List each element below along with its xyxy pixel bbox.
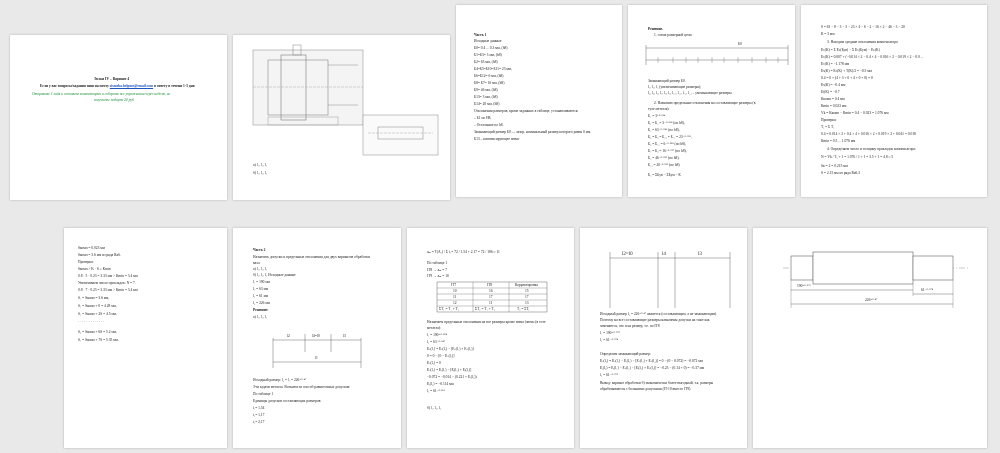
data-line: · · · · · · · · · · · · · (78, 320, 105, 324)
data-line: Б₆ = Б₁₂ = 6⁻⁰·⁰¹⁸ (по h8), (648, 142, 687, 146)
data-line: Б4=Б5=Б10=Б11= 23 мм, (474, 67, 512, 71)
caption-b: б) l₁, l₂, l₃ (253, 171, 268, 175)
part-heading: Часть 1 (474, 33, 487, 37)
data-line: – Б1 по H8, (474, 116, 492, 120)
data-line: Единицы допусков составляющих размеров: (253, 399, 322, 403)
dim-l2-l0: l2=l0 (622, 252, 633, 257)
table-footer-cell: ΣT₂ = T₁ + T₂ (475, 307, 495, 311)
page-6[interactable] (64, 228, 227, 448)
data-line: 0.8 · 5 · 0.23 = 3.33 мм > Кmin = 3.4 мм (78, 274, 138, 278)
data-line: Sкомп > K · S ≥ Кmin (78, 267, 111, 271)
data-line: Кmin = 0.023 мм (821, 104, 847, 108)
data-line: Б₃ = 63⁻⁰·⁰⁴⁶ (по h8), (648, 128, 680, 132)
table-cell: 11 (453, 295, 457, 299)
data-line: Отклонения размеров, кроме заданных в таблице, устанавливаются: (474, 109, 579, 113)
data-line: l₃ = 61⁻⁰·¹¹⁴ (427, 389, 445, 393)
data-line: а) l₁, l₂, l₃ (253, 267, 268, 271)
dim-l3: l3 (343, 334, 346, 338)
data-line: Еs(K) = −0.4 мм (821, 83, 846, 87)
page-10[interactable] (753, 228, 987, 448)
data-line: б) l₁, l₂, l₃ (427, 406, 442, 410)
data-line: Vk = Ккомп − Кmin = 0.4 − 0.023 = 1.076 мм (821, 111, 889, 115)
send-label: Если у вас вопросы/задания пиш на почту (40, 84, 109, 88)
page-1[interactable] (10, 35, 227, 200)
table-cell: 10 (453, 289, 457, 293)
data-line: Sк = 2 = 0.215 мм (821, 164, 848, 168)
data-line: l₄ = 226 мм (253, 301, 270, 305)
data-line: Б9= 46 мм, (h8) (474, 88, 498, 92)
table-cell: 17 (525, 295, 529, 299)
data-line: туле метатла): (648, 107, 670, 111)
shaft-drawing (753, 228, 987, 448)
data-line: i₁= 1,54 (253, 406, 265, 410)
page-5[interactable] (801, 5, 987, 197)
dim-l3: l3 (698, 252, 702, 257)
data-line: l₁ = 190 мм (253, 280, 270, 284)
data-line: Б14= 20 мм, (h8) (474, 102, 500, 106)
data-line: Б₁₄ = 20⁻⁰·⁰³³ (по h8) (648, 163, 680, 167)
data-line: Ei(K) = −0.7 (821, 90, 840, 94)
data-line: Б₉ = 46⁻⁰·⁰³⁹ (по h8), (648, 156, 680, 160)
data-line: 3. Находим средние отклонения компенсатора (827, 40, 898, 44)
dim-226: 226⁺⁰·⁴⁷ (865, 298, 878, 302)
table-header-cell: Корректировка (515, 283, 538, 287)
data-line: −0.072 = −0.014 − (0.221 + Eᵢ(l₃)) (427, 375, 477, 379)
data-line: S₂ = Sкомп + 0 = 4.28 мм, (78, 304, 117, 308)
data-line: S₆ = Sкомп + 6S = 5.2 мм, (78, 330, 117, 334)
data-line: l₁, l₂, l₃ (увеличивающие размеры); (648, 85, 702, 89)
data-line: Eₛ(l₃) = Eᵢ(l₁) − [Eᵢ(l₂) + Eᵢ(l₃)] (427, 368, 472, 372)
data-line: Sкомп = 0.023 мм (78, 246, 105, 250)
page-7[interactable] (233, 228, 401, 448)
data-line: i₃= 2,17 (253, 420, 265, 424)
table-title: По таблице 1 (427, 261, 448, 265)
data-line: l₄, l₅, l₆, l₇, l₈, l₉, l₁₀, l₁₁, l₁₂, l₁₃ – уменьшающие размеры. (648, 91, 733, 95)
table-cell: 16 (489, 289, 493, 293)
data-line: Б0= 0.4 ... 0.3 мм, (h8) (474, 46, 508, 50)
data-line: Б13 – компенсирующее звено (474, 137, 520, 141)
data-line: Eс(K) = 0.007 + (−0.014 × 2 − 0.4 × 4 − 0.016 × 2 − 0.019 × 2 − 0.0 ... (821, 55, 924, 59)
data-line: Б6=Б12= 6 мм, (h8) (474, 74, 504, 78)
data-line: l₁ = 190⁺⁰·⁰⁷² (600, 331, 620, 335)
data-line: Проверка: (821, 118, 837, 122)
data-line: i₂= 1,17 (253, 413, 265, 417)
data-line: Ккомп = 0.4 мм (821, 97, 845, 101)
data-line: Б₄ = Б₅ = Б₁₀ = Б₁₁ = 23⁻⁰·⁰³³, (648, 135, 692, 139)
data-line: Замыкающий размер Б0. (648, 79, 686, 83)
data-line: S₃ = Sкомп + 2S = 4.5 мм, (78, 312, 117, 316)
dim-l2: l2 (287, 334, 290, 338)
data-line: Еs(K) = Eс(K) + T(K)/2 = −0.5 мм (821, 69, 872, 73)
send-text (40, 84, 195, 89)
part-subheading: Исходные данные (474, 39, 502, 43)
data-line: 2. Назначаю предельные отклонения на составляющие размеры (в (654, 101, 756, 105)
data-line: Tₐ = Σ Tᵢ (821, 125, 834, 129)
page-8[interactable] (407, 228, 574, 448)
data-line: 4. Определяем число и толщину прокладок компенсатора: (827, 147, 916, 151)
data-line: – Остальные по h8. (474, 123, 504, 127)
data-line: заменяется, что и на размер, т.е. по IT8 (600, 324, 660, 328)
data-line: S₁ = Sкомп = 3.6 мм, (78, 296, 110, 300)
data-line: Исходный размер l₄ = 226⁺⁰·⁴⁷ является (составляющим, а не замыкающим). (600, 312, 717, 316)
data-line: Эти задачи метатла. Возьмем из способ равноточных допусков: (253, 385, 351, 389)
data-line: Eс(K) = Σ Eс(Був) − Σ Eс(Бум) − Eс(K) (821, 48, 880, 52)
table-cell: 17 (489, 295, 493, 299)
table-cell: 13 (525, 301, 529, 305)
data-line: Б13= 3 мм, (h8) (474, 95, 498, 99)
data-line: Б₁ = 3⁺⁰·⁰¹⁴ (648, 114, 666, 118)
email-link[interactable]: sismeha.helpme@email.com (109, 84, 154, 88)
formula: aₘ = T(A₀) / Σ iᵢ = 72 / 1.54 + 2.17 = 72 / 186 ≈ 11 (427, 250, 500, 254)
data-line: Назначаем предельные отклонения на все размеры кроме звена (звено (в тоте (427, 320, 546, 324)
table-cell: 15 (525, 289, 529, 293)
data-line: Вывод: вариант обработки б) экономически более выгодный, т.к. размеры (600, 381, 714, 385)
data-line: метатла): (427, 326, 442, 330)
dim-l1: l1 (315, 356, 318, 360)
data-line: Eₛ(l₃) = 0 (427, 361, 441, 365)
data-line: По таблице 1 (253, 392, 274, 396)
data-line: К = 3 мм (821, 32, 835, 36)
dim-61: 61⁻⁰·⁰⁷⁴ (921, 288, 934, 292)
data-line: l₂ = 63 мм (253, 287, 269, 291)
dim-l4: l4=l0 (312, 334, 320, 338)
send-tail: в ответу в течени 1-3 дня (153, 84, 195, 88)
data-line: вала (253, 261, 260, 265)
data-line: Проверка: (78, 260, 94, 264)
table-cell: 12 (453, 301, 457, 305)
data-line: обрабатываются с большими допусками (IT-10 вместо IT9). (600, 387, 692, 391)
page-9[interactable] (580, 228, 747, 448)
dim-190: 190⁺⁰·⁰⁷² (797, 284, 811, 288)
data-line: Замыкающий размер Б0 — зазор, номинальный размер которого равен 0 мм. (474, 130, 592, 134)
page-3[interactable] (456, 5, 622, 197)
note-line-1: Отправьте 1 лайк и оставьте комментарии и соберите все упражнения через неделю, не (32, 92, 171, 96)
data-line: l₀ = 61⁻⁰·⁰⁷² (600, 373, 618, 377)
data-line: Б₂ = Б₃ = 3⁻⁰·⁰¹⁴ (по h8), (648, 121, 685, 125)
data-line: Кmin = 0.5 ... 1.076 мм (821, 139, 856, 143)
data-line: l₂ = 63⁻⁰·⁰⁴⁷ (427, 340, 446, 344)
data-line: б) l₁, l₂, l₃ Исходные данные (253, 273, 296, 277)
data-line: Eₛ(l₁) = Eₛ(l₂) − [Eₛ(l₁) + Eₛ(l₃)] (427, 347, 474, 351)
data-line: Eₛ(l₀) = Eₛ(l₁) − Eᵢ(l₂) − [Eₛ(l₃) + Eₛ(l₄)] = 0 − (0 − 0.072) = −0.072 мм (600, 359, 703, 363)
data-line: Б₀ = ΣБув − ΣБум − К (648, 173, 681, 177)
caption-a: а) l₁, l₂, l₃ (253, 163, 268, 167)
data-line: Б1=Б3= 3 мм, (h8) (474, 53, 502, 57)
data-line: 0.4 = 0.014 × 2 + 0.4 × 4 + 0.016 × 2 + 0.019 × 2 + 0.041 = 0.018 (821, 132, 916, 136)
data-line: Sкомп = 3.6 мм из ряда Ra6. (78, 253, 121, 257)
data-line: Решение: (253, 308, 269, 312)
data-line: IT9 → aₘ = 10 (427, 274, 449, 278)
table-cell: 11 (489, 301, 493, 305)
data-line: 0.4 = 0 + (4 + 3 + 0 + 4 + 0 + 0) = 0 (821, 76, 873, 80)
solution-heading: Решение. (648, 27, 664, 31)
tolerance-table-grid (407, 228, 574, 448)
table-footer-cell: T₀ = ΣTᵢ (517, 307, 530, 311)
data-line: а) l₁, l₂, l₃ (253, 315, 268, 319)
table-header-cell: IT8 (487, 283, 493, 287)
data-line: l₃ = 61⁻⁰·⁰⁷⁴ (600, 338, 619, 342)
data-line: Б₇ = Б₈ = 16⁻⁰·⁰²⁷ (по h8), (648, 149, 687, 153)
data-line: Поэтому на все составляющие размеры назначены допуски на тоже как (600, 318, 710, 322)
data-line: Б8= Б7= 16 мм, (h8) (474, 81, 505, 85)
data-line: Назначить допуски и предельные отклонения для двух вариантов обработки (253, 255, 370, 259)
dim-l4: l4 (662, 252, 666, 257)
data-line: l₃ = 61 мм (253, 294, 269, 298)
data-line: 0 = 0 − [0 − Eₛ(l₃)] (427, 354, 455, 358)
data-line: l₁ = 190⁺⁰·⁰⁰⁴ (427, 333, 448, 337)
page-2[interactable] (233, 35, 450, 200)
data-line: Eᵢ(l₃) = −0.114 мм (427, 382, 454, 386)
data-line: Исходный размер: l₄ = l₁ = 226⁺⁰·⁴⁷ (253, 378, 307, 382)
data-line: Eᵢ(l₀) = Eᵢ(l₁) − Eₛ(l₂) − [Eᵢ(l₃) + Eₛ(l₄)] = −0.23 − (0.14 + 0) = −0.37 мм (600, 366, 705, 370)
chain-top-label: Б0 (738, 42, 742, 46)
page-title: Экзам IV – Вариант 4 (94, 77, 130, 81)
table-header-cell: IT7 (451, 283, 457, 287)
data-line: IT8 → aₘ = 7 (427, 268, 448, 272)
data-line: 0.8 · 7 · 0.23 = 3.33 мм > Кmin = 3.4 мм (78, 288, 138, 292)
part-2-heading: Часть 2 (253, 248, 266, 252)
data-line: Определим замыкающий размер: (600, 352, 651, 356)
table-footer-cell: ΣT₁ = T₁ + T₂ (439, 307, 459, 311)
data-line: 0 = 63 − 8 − 3 − 3 − 23 × 4 − 6 − 2 − 16 × 2 − 46 − 3 − 20 (821, 25, 905, 29)
page-4[interactable] (628, 5, 795, 197)
data-line: S = 2.15 мм из ряда Ra6.3 (821, 171, 860, 175)
data-line: S₇ = Sкомп + 7S = 5.35 мм. (78, 338, 119, 342)
data-line: Б2= 63 мм, (h8) (474, 60, 498, 64)
data-line: Eс(K) = −1.178 мм (821, 62, 850, 66)
note-line-2: получаете подарок 20 руб (94, 98, 134, 102)
data-line: N = Vk / Tₐ + 1 = 1.076 / 1 + 1 = 3.5 + 1 = 4.8 ≈ 5 (821, 155, 894, 159)
step-1: 1. схема размерной цепи (654, 33, 692, 37)
data-line: Увеличиваем число прокладок: N = 7. (78, 281, 136, 285)
